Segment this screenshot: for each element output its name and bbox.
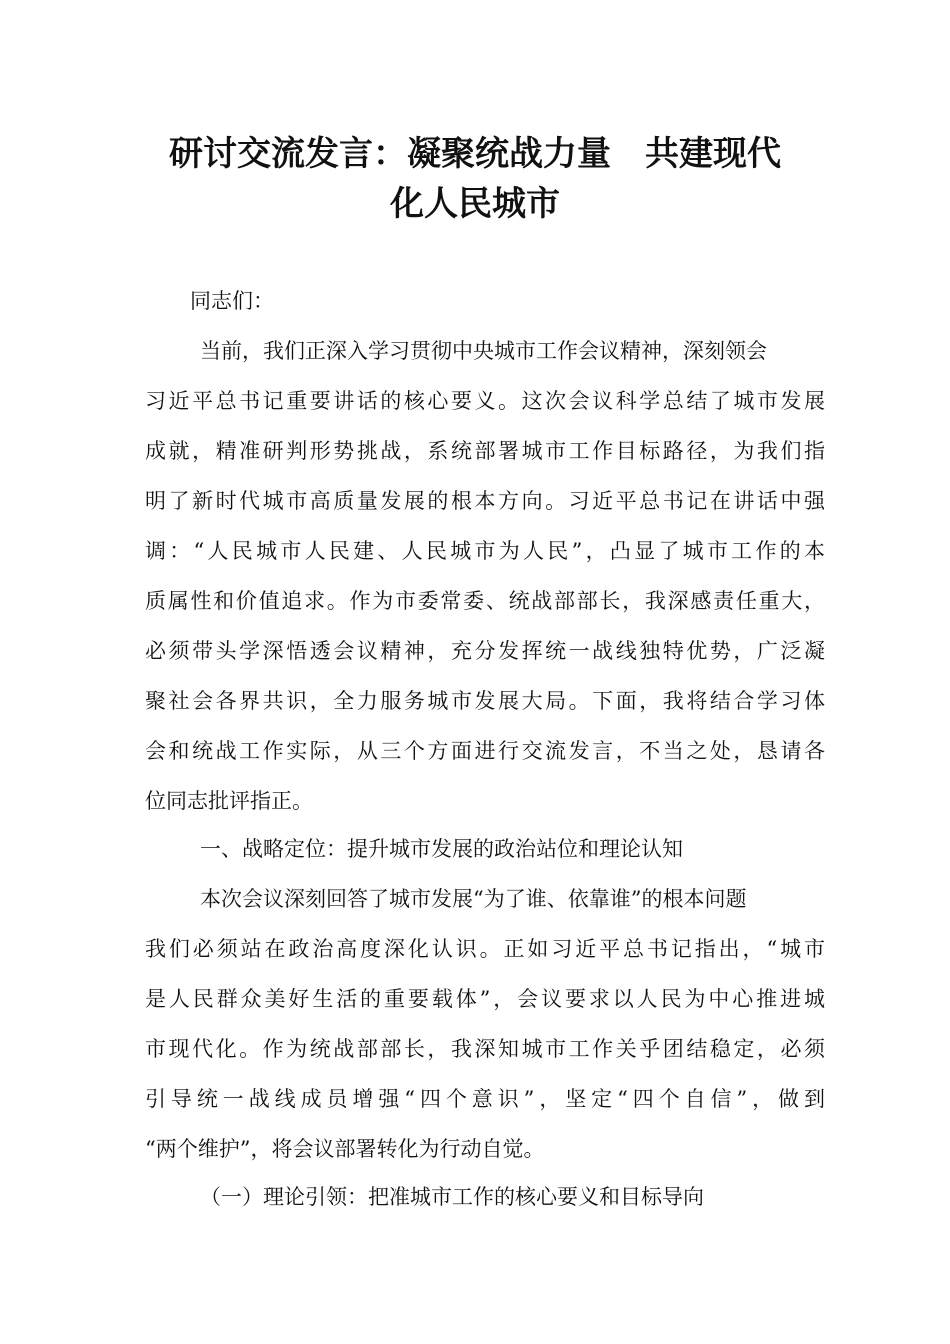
intro-line-3: 成就，精准研判形势挑战，系统部署城市工作目标路径，为我们指 [145,439,825,463]
section-1-line-5: 引导统一战线成员增强“四个意识”，坚定“四个自信”，做到 [145,1087,825,1111]
section-1-heading: 一、战略定位：提升城市发展的政治站位和理论认知 [200,837,683,861]
section-1-line-1: 本次会议深刻回答了城市发展“为了谁、依靠谁”的根本问题 [200,887,747,911]
intro-line-8: 聚社会各界共识，全力服务城市发展大局。下面，我将结合学习体 [145,689,825,713]
intro-line-2: 习近平总书记重要讲话的核心要义。这次会议科学总结了城市发展 [145,389,825,413]
intro-line-7: 必须带头学深悟透会议精神，充分发挥统一战线独特优势，广泛凝 [145,639,825,663]
section-1-line-4: 市现代化。作为统战部部长，我深知城市工作关乎团结稳定，必须 [145,1037,825,1061]
intro-line-10: 位同志批评指正。 [145,789,313,813]
intro-line-9: 会和统战工作实际，从三个方面进行交流发言，不当之处，恳请各 [145,739,825,763]
subsection-1-heading: （一）理论引领：把准城市工作的核心要义和目标导向 [200,1185,704,1209]
intro-line-1: 当前，我们正深入学习贯彻中央城市工作会议精神，深刻领会 [200,339,767,363]
document-title-line-2: 化人民城市 [390,184,560,224]
section-1-line-2: 我们必须站在政治高度深化认识。正如习近平总书记指出，“城市 [145,937,825,961]
document-title-line-1: 研讨交流发言：凝聚统战力量 共建现代 [169,134,781,174]
intro-line-6: 质属性和价值追求。作为市委常委、统战部部长，我深感责任重大， [145,589,825,613]
section-1-line-3: 是人民群众美好生活的重要载体”，会议要求以人民为中心推进城 [145,987,825,1011]
intro-line-5: 调：“人民城市人民建、人民城市为人民”，凸显了城市工作的本 [145,539,825,563]
section-1-line-6: “两个维护”，将会议部署转化为行动自觉。 [145,1137,545,1161]
intro-line-4: 明了新时代城市高质量发展的根本方向。习近平总书记在讲话中强 [145,489,825,513]
salutation: 同志们： [190,289,274,313]
